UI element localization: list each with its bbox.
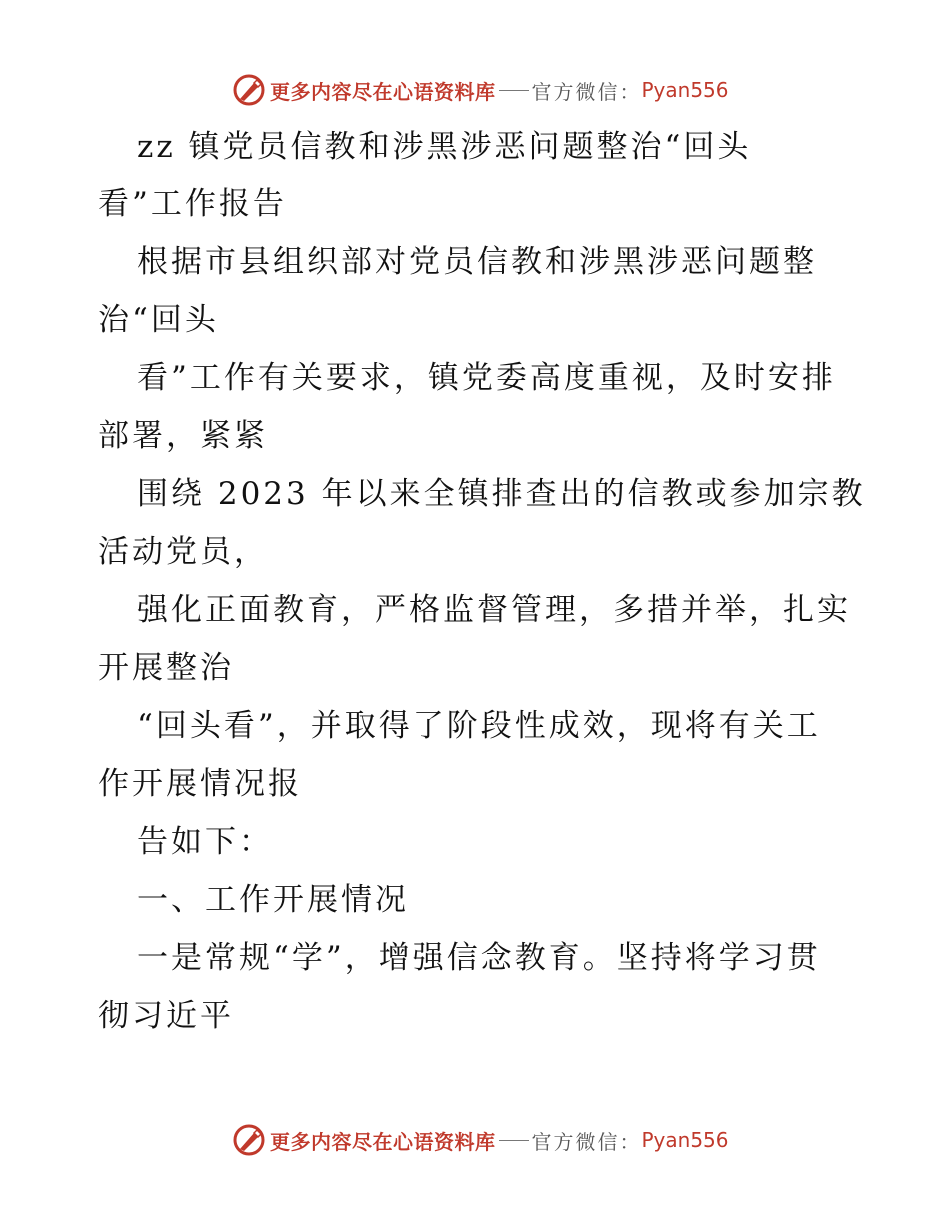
pen-logo-icon — [232, 73, 266, 107]
watermark-footer — [232, 1122, 732, 1158]
watermark-id-text: Pyan556 — [641, 1128, 729, 1152]
watermark-dash — [499, 90, 529, 91]
doc-line: 一是常规“学”，增强信念教育。坚持将学习贯 — [137, 940, 821, 976]
doc-line: 治“回头 — [98, 302, 219, 338]
doc-line: 告如下： — [137, 824, 273, 860]
watermark-sub-text: 官方微信： — [531, 79, 642, 104]
doc-line: 围绕 2023 年以来全镇排查出的信教或参加宗教 — [137, 476, 866, 512]
doc-line: “回头看”，并取得了阶段性成效，现将有关工 — [137, 708, 821, 744]
pen-logo-icon — [232, 1123, 266, 1157]
watermark-main-text: 更多内容尽在心语资料库 — [270, 1129, 496, 1154]
section-heading: 一、工作开展情况 — [137, 882, 409, 918]
watermark-dash — [499, 1140, 529, 1141]
doc-line: 彻习近平 — [98, 998, 234, 1034]
doc-title-line-1: zz 镇党员信教和涉黑涉恶问题整治“回头 — [137, 129, 752, 165]
doc-title-line-2: 看”工作报告 — [98, 186, 287, 222]
doc-line: 作开展情况报 — [98, 766, 302, 802]
watermark-main-text: 更多内容尽在心语资料库 — [270, 79, 496, 104]
doc-line: 强化正面教育，严格监督管理，多措并举，扎实 — [137, 592, 851, 628]
doc-line: 开展整治 — [98, 650, 234, 686]
watermark-id-text: Pyan556 — [641, 78, 729, 102]
doc-line: 活动党员， — [98, 534, 268, 570]
watermark-header — [232, 72, 732, 108]
doc-line: 根据市县组织部对党员信教和涉黑涉恶问题整 — [137, 244, 817, 280]
doc-line: 部署，紧紧 — [98, 418, 268, 454]
doc-line: 看”工作有关要求，镇党委高度重视，及时安排 — [137, 360, 836, 396]
watermark-sub-text: 官方微信： — [531, 1129, 642, 1154]
